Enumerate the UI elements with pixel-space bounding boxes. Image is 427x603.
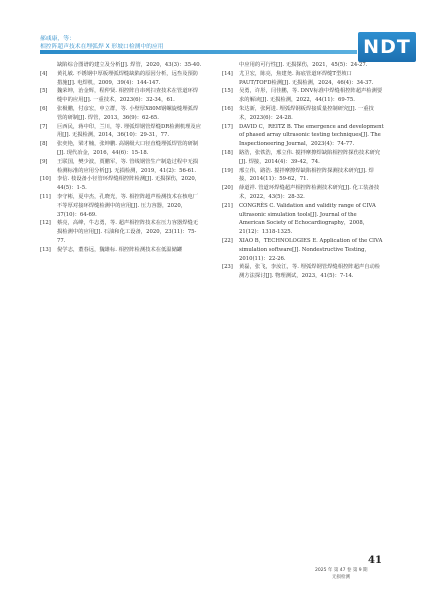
reference-item (222, 105, 384, 123)
reference-number: [8] (40, 141, 48, 148)
reference-text: 缺陷综合图谱的建立及分析[J]. 焊管，2020，43(3)：35-40. (57, 62, 202, 68)
reference-number: [14] (222, 70, 233, 77)
header-bar (40, 50, 357, 54)
reference-number: [19] (222, 167, 233, 174)
logo-text: NDT (363, 36, 411, 58)
references-left-column (40, 61, 202, 255)
reference-number: [16] (222, 105, 233, 112)
reference-text: 黄礼敏. 不锈钢中厚板埋弧焊缝缺陷的原因分析，远叁及预防措施[J]. 电焊机，2009，39(4)：144-147. (57, 70, 199, 86)
reference-item (222, 70, 384, 88)
reference-number: [11] (40, 193, 51, 200)
reference-number: [23] (222, 264, 233, 271)
references-right-column (222, 61, 384, 281)
reference-number: [5] (40, 88, 48, 95)
reference-text: 王联国，樊少波，贾鹏军，等. 管线钢管生产制造过程中无损检测标准的应用分析[J]. 无损检测，2019，41(2)：56-61. (57, 158, 199, 174)
reference-text: 张奕艳，梁才楠，张坤鹏. 高钢级大口径直缝埋弧焊管的研制[J]. 现代冶金，2016，44(6)：15-18. (57, 141, 199, 156)
journal-logo (358, 32, 416, 62)
reference-number: [18] (222, 149, 233, 156)
footer-issue: 2025 年 第 47 卷 第 9 期 (315, 568, 368, 573)
reference-text: XIAO B，TECHNOLOGIES E. Application of the CIVA simulation software[J]. Nondestructive Testing，2010(11)：22-26. (239, 237, 383, 262)
footer-journal: 无损检测 (332, 575, 350, 580)
reference-text: 邢立伟，路浩. 搅拌摩擦焊缺陷相控阵探测技术研究[J]. 焊接，2014(11)：59-62，71. (239, 167, 374, 183)
reference-item (222, 87, 384, 105)
reference-item (40, 175, 202, 193)
reference-text: 蔡亮，高峰，牛志勇，等. 超声相控阵技术在压力容器焊缝无损检测中的应用[J]. 石油和化工设备，2020，23(11)：75-77. (57, 220, 199, 244)
reference-number: [15] (222, 88, 233, 95)
reference-text: 黄磊，张飞，李汝江，等. 埋弧焊钢管焊缝相控阵超声自动检测方法探讨[J]. 物理测试，2023，41(5)：7-14. (239, 264, 381, 280)
reference-number: [4] (40, 70, 48, 77)
reference-text: 李守彬，夏中杰，孔晓光，等. 相控阵超声检测技术在核电厂不等厚对接环焊缝检测中的应用[J]. 压力容器，2020，37(10)：64-69. (57, 193, 199, 218)
reference-item (40, 246, 202, 255)
reference-number: [12] (40, 220, 51, 227)
reference-number: [7] (40, 123, 48, 130)
reference-item (222, 123, 384, 149)
reference-text: 魏荣坤，治金辉，程仲贤. 相控阵自串列扫查技术在管道环焊缝中的应用[J]. 一重技术，2023(6)：32-34，61. (57, 88, 199, 104)
reference-item (222, 149, 384, 167)
reference-item (222, 263, 384, 281)
page-number: 41 (368, 555, 382, 566)
reference-text: 张极鹏，付彦宏，申立群，等. 小壁厚X80M钢螺旋缝埋弧焊管的研制[J]. 焊管，2013，36(9)：62-65. (57, 105, 199, 121)
reference-text: 薛道祥. 管道环焊缝超声相控阵检测技术研究[J]. 化工装备技术，2022，43(5)：28-32. (239, 185, 380, 200)
reference-item (40, 70, 202, 88)
reference-item (40, 193, 202, 219)
reference-number: [10] (40, 176, 51, 183)
reference-text: 朱达新，张阿进. 埋弧焊钢板焊接质量控制研究[J]. 一重技术，2023(6)：24-28. (239, 105, 374, 121)
reference-item (40, 219, 202, 245)
header-article-title: 相控阵超声技术在埋弧焊 X 形坡口检测中的应用 (40, 44, 164, 50)
reference-item (40, 61, 202, 70)
header-authors: 郝彧康，等： (40, 36, 75, 42)
reference-item (40, 123, 202, 141)
reference-item (222, 202, 384, 237)
reference-text: 尤卫宏，陈亮，焦建尧. 海底管道环焊缝T型坡口PAUT/TOFD检测[J]. 无损检测，2024，46(4)：34-37. (239, 70, 374, 86)
reference-number: [22] (222, 237, 233, 244)
reference-text: 李信. 枝设备小径管环焊缝相控阵检测[J]. 无损探伤，2020，44(5)：1-5. (57, 176, 201, 192)
reference-item (222, 237, 384, 263)
reference-text: 巨西民，蒋中印，兰川，等. 埋弧焊钢管焊缝DR检测机理及应用[J]. 无损检测，2014，36(10)：29-31，77. (57, 123, 202, 139)
reference-text: 倪学志，董春远，魏雄标. 相控阵检测技术在低温储罐 (57, 246, 183, 253)
reference-text: 吴勇，许彤，闫佳鹏，等. DNV标准中焊缝相控阵超声检测要求的解读[J]. 无损检测，2022，44(11)：69-75. (239, 88, 383, 104)
reference-item (222, 167, 384, 185)
reference-number: [17] (222, 123, 233, 130)
reference-item (40, 158, 202, 176)
reference-item (40, 87, 202, 105)
reference-item (222, 61, 384, 70)
reference-number: [21] (222, 202, 233, 209)
reference-text: CONGRÈS C. Validation and validity range of CIVA ultrasonic simulation tools[J]. Journal of the American Society of Echocardiography，2008，21(12)：1318-1325. (239, 202, 376, 236)
reference-text: DAVID C，REITZ B. The emergence and development of phased array ultrasonic testing techniques[J]. The Inspectioneering Journal，2023(4)：74-77. (239, 123, 384, 148)
reference-text: 路浩，张铁浩，邢立伟. 搅拌摩擦焊缺陷相控阵探伤技术研究[J]. 焊接，2014(4)：39-42，74. (239, 149, 381, 165)
reference-item (40, 140, 202, 158)
reference-number: [20] (222, 185, 233, 192)
reference-number: [13] (40, 246, 51, 253)
reference-text: 中应用的可行性[J]. 无损探伤，2021，45(5)：24-27. (239, 62, 368, 68)
reference-item (222, 184, 384, 202)
reference-number: [9] (40, 158, 48, 165)
reference-item (40, 105, 202, 123)
reference-number: [6] (40, 105, 48, 112)
